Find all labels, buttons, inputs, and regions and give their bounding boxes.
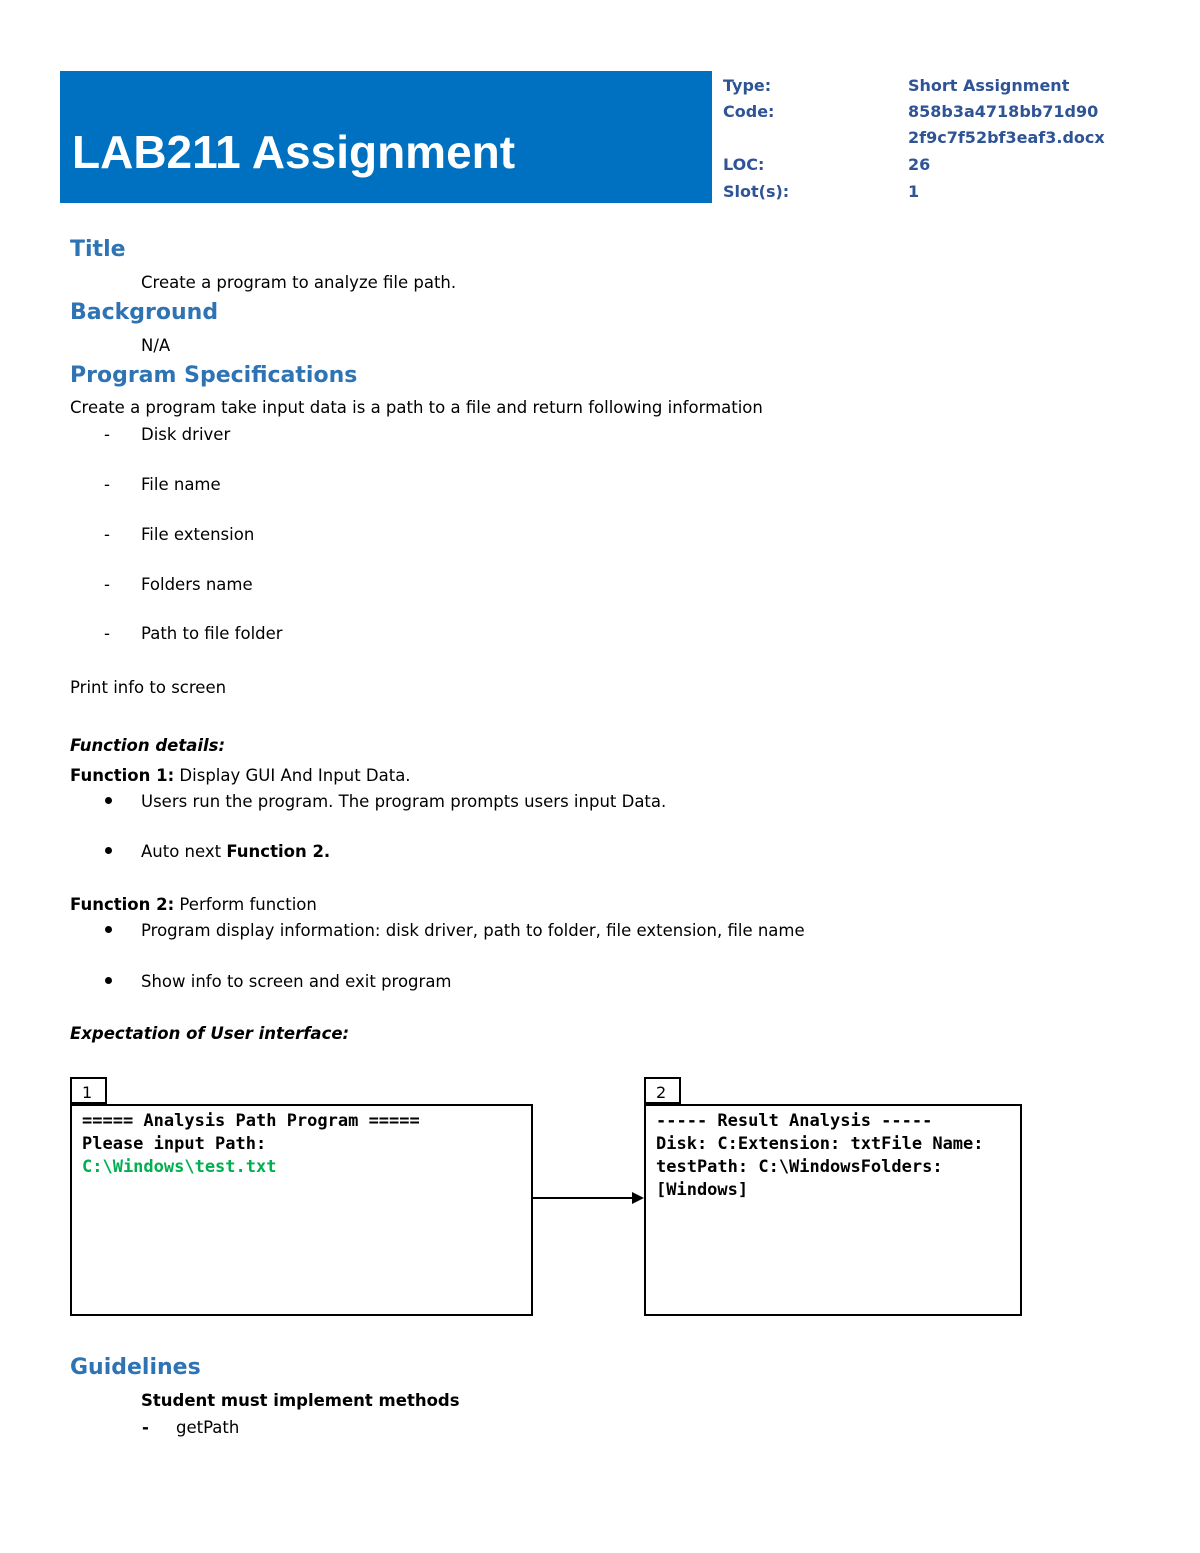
background-text: N/A	[141, 336, 171, 355]
specs-heading: Program Specifications	[70, 363, 358, 388]
console-line: Disk: C:Extension: txtFile Name:	[656, 1134, 984, 1154]
function-details-label: Function details:	[70, 736, 226, 755]
meta-code-value: 858b3a4718bb71d90	[908, 102, 1099, 121]
title-text: Create a program to analyze file path.	[141, 273, 457, 292]
list-dash: -	[104, 475, 110, 494]
title-heading: Title	[70, 237, 126, 262]
auto-next-prefix: Auto next	[141, 842, 227, 861]
console-screen-1	[70, 1104, 533, 1316]
guidelines-item-getpath: getPath	[176, 1418, 240, 1437]
document-title: LAB211 Assignment	[72, 126, 516, 178]
console-line: ----- Result Analysis -----	[656, 1111, 933, 1131]
function2-label: Function 2:	[70, 895, 175, 914]
specs-intro: Create a program take input data is a path to a file and return following information	[70, 398, 763, 417]
function1-line	[70, 765, 411, 787]
guidelines-heading: Guidelines	[70, 1355, 201, 1380]
meta-code-value-cont: 2f9c7f52bf3eaf3.docx	[908, 128, 1105, 147]
guidelines-text: Student must implement methods	[141, 1391, 460, 1410]
specs-item-folders-name: Folders name	[141, 575, 253, 594]
list-dash: -	[104, 624, 110, 643]
function1-bullet-2	[141, 841, 330, 863]
bullet-icon	[105, 797, 112, 804]
function1-label: Function 1:	[70, 766, 175, 785]
console-line: testPath: C:\WindowsFolders:	[656, 1157, 943, 1177]
function1-text: Display GUI And Input Data.	[174, 766, 411, 785]
console-input-line: C:\Windows\test.txt	[82, 1157, 277, 1177]
list-dash: -	[104, 575, 110, 594]
console-screen-2	[644, 1104, 1022, 1316]
console-line: Please input Path:	[82, 1134, 267, 1154]
background-heading: Background	[70, 300, 219, 325]
meta-code-label: Code:	[723, 102, 775, 121]
function2-bullet-1: Program display information: disk driver, path to folder, file extension, file name	[141, 921, 805, 940]
list-dash: -	[104, 425, 110, 444]
specs-item-disk-driver: Disk driver	[141, 425, 231, 444]
function2-bullet-2: Show info to screen and exit program	[141, 972, 452, 991]
specs-item-path-to-folder: Path to file folder	[141, 624, 283, 643]
bullet-icon	[105, 926, 112, 933]
flow-arrow-line	[533, 1197, 633, 1199]
meta-type-value: Short Assignment	[908, 76, 1070, 95]
specs-item-file-name: File name	[141, 475, 221, 494]
meta-loc-value: 26	[908, 155, 931, 174]
list-dash: -	[104, 525, 110, 544]
specs-item-file-extension: File extension	[141, 525, 255, 544]
bullet-icon	[105, 977, 112, 984]
bullet-icon	[105, 847, 112, 854]
meta-slots-value: 1	[908, 182, 920, 201]
expectation-label: Expectation of User interface:	[70, 1024, 350, 1043]
meta-loc-label: LOC:	[723, 155, 765, 174]
function2-line	[70, 894, 317, 916]
meta-slots-label: Slot(s):	[723, 182, 790, 201]
function1-bullet-1: Users run the program. The program prompts users input Data.	[141, 792, 667, 811]
arrow-right-icon	[632, 1192, 644, 1204]
meta-type-label: Type:	[723, 76, 772, 95]
console-line: ===== Analysis Path Program =====	[82, 1111, 420, 1131]
auto-next-function: Function 2.	[226, 842, 331, 861]
screen2-number: 2	[644, 1077, 681, 1104]
console-line: [Windows]	[656, 1180, 749, 1200]
screen1-number: 1	[70, 1077, 107, 1104]
list-dash: -	[142, 1418, 149, 1437]
print-info-text: Print info to screen	[70, 678, 227, 697]
function2-text: Perform function	[174, 895, 317, 914]
